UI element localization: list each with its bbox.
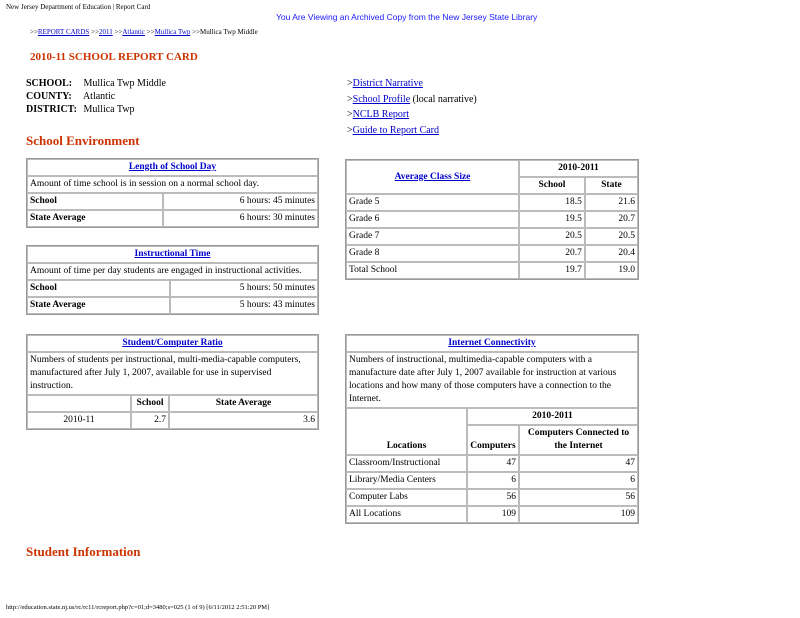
archive-notice: You Are Viewing an Archived Copy from the New Jersey State Library [276,12,538,22]
district-name: Mullica Twp [83,104,135,115]
breadcrumb-atlantic[interactable]: Atlantic [122,28,145,36]
quick-links: >District Narrative >School Profile (local narrative) >NCLB Report >Guide to Report Card [347,78,477,136]
section-school-environment: School Environment [26,133,140,148]
class-size-table: Average Class Size 2010-2011 School State Grade 5 18.5 21.6 Grade 6 19.5 20.7 Grade 7 20.5 20.5 Grade 8 20.7 20.4 Total School 19.7 19.0 [345,159,639,280]
computer-ratio-table: Student/Computer Ratio Numbers of students per instructional, multi-media-capable computers, manufactured after July 1, 2007, available for use in supervised instruction. School State Average 2010-11 2.7 3.6 [26,334,319,430]
breadcrumb-current: Mullica Twp Middle [199,28,258,36]
table-row: 2010-11 2.7 3.6 [27,412,318,429]
length-of-day-description: Amount of time school is in session on a normal school day. [27,176,318,193]
table-row: Classroom/Instructional 47 47 [346,455,638,472]
table-row: Grade 7 20.5 20.5 [346,228,638,245]
district-narrative-link[interactable]: District Narrative [352,78,423,89]
internet-table: Internet Connectivity Numbers of instructional, multimedia-capable computers with a manufacture date after July 1, 2007 available for instruction at various locations and how many of those computers have a connection to the Internet. Locations 2010-2011 Computers Computers Connected to the Internet Classroom/Instructional 47 47 Library/Media Centers 6 6 Computer Labs 56 56 All Locations 109 109 [345,334,639,524]
table-row: Grade 8 20.7 20.4 [346,245,638,262]
instructional-time-description: Amount of time per day students are engaged in instructional activities. [27,263,318,280]
table-row: All Locations 109 109 [346,506,638,523]
breadcrumb-report-cards[interactable]: REPORT CARDS [37,28,90,36]
table-row: Computer Labs 56 56 [346,489,638,506]
instructional-time-table [26,245,319,315]
nclb-report-link[interactable]: NCLB Report [352,109,410,120]
breadcrumb-2011[interactable]: 2011 [98,28,113,36]
internet-description: Numbers of instructional, multimedia-capable computers with a manufacture date after July 1, 2007 available for instruction at various locations and how many of those computers have a connection to the Internet. [346,352,638,408]
class-size-link[interactable]: Average Class Size [394,171,471,182]
footer-url: http://education.state.nj.us/rc/rc11/rcreport.php?c=01;d=3480;s=025 (1 of 9) [6/11/2012 2:51:20 PM] [6,604,270,611]
table-row: School 6 hours: 45 minutes [27,193,318,210]
school-profile-link[interactable]: School Profile [352,93,411,105]
section-student-information: Student Information [26,544,141,559]
site-title: New Jersey Department of Education | Report Card [6,3,151,11]
breadcrumb-mullica-twp[interactable]: Mullica Twp [154,28,191,36]
internet-link[interactable]: Internet Connectivity [448,338,536,348]
school-info: SCHOOL: Mullica Twp Middle COUNTY: Atlantic DISTRICT: Mullica Twp [26,78,166,115]
report-title: 2010-11 SCHOOL REPORT CARD [30,51,198,63]
table-row: Grade 5 18.5 21.6 [346,194,638,211]
table-row: Library/Media Centers 6 6 [346,472,638,489]
table-row: School 5 hours: 50 minutes [27,280,318,297]
computer-ratio-description: Numbers of students per instructional, multi-media-capable computers, manufactured after July 1, 2007, available for use in supervised instruction. [27,352,318,395]
computer-ratio-link[interactable]: Student/Computer Ratio [122,338,223,348]
table-row: Total School 19.7 19.0 [346,262,638,279]
length-of-day-table [26,158,319,228]
instructional-time-link[interactable]: Instructional Time [134,249,211,259]
guide-link[interactable]: Guide to Report Card [352,124,440,136]
breadcrumb: >>REPORT CARDS >>2011 >>Atlantic >>Mullica Twp >>Mullica Twp Middle [30,28,258,36]
table-row: State Average 6 hours: 30 minutes [27,210,318,227]
county-name: Atlantic [82,91,116,102]
school-name: Mullica Twp Middle [83,78,166,89]
length-of-day-link[interactable]: Length of School Day [128,162,217,172]
table-row: State Average 5 hours: 43 minutes [27,297,318,314]
table-row: Grade 6 19.5 20.7 [346,211,638,228]
